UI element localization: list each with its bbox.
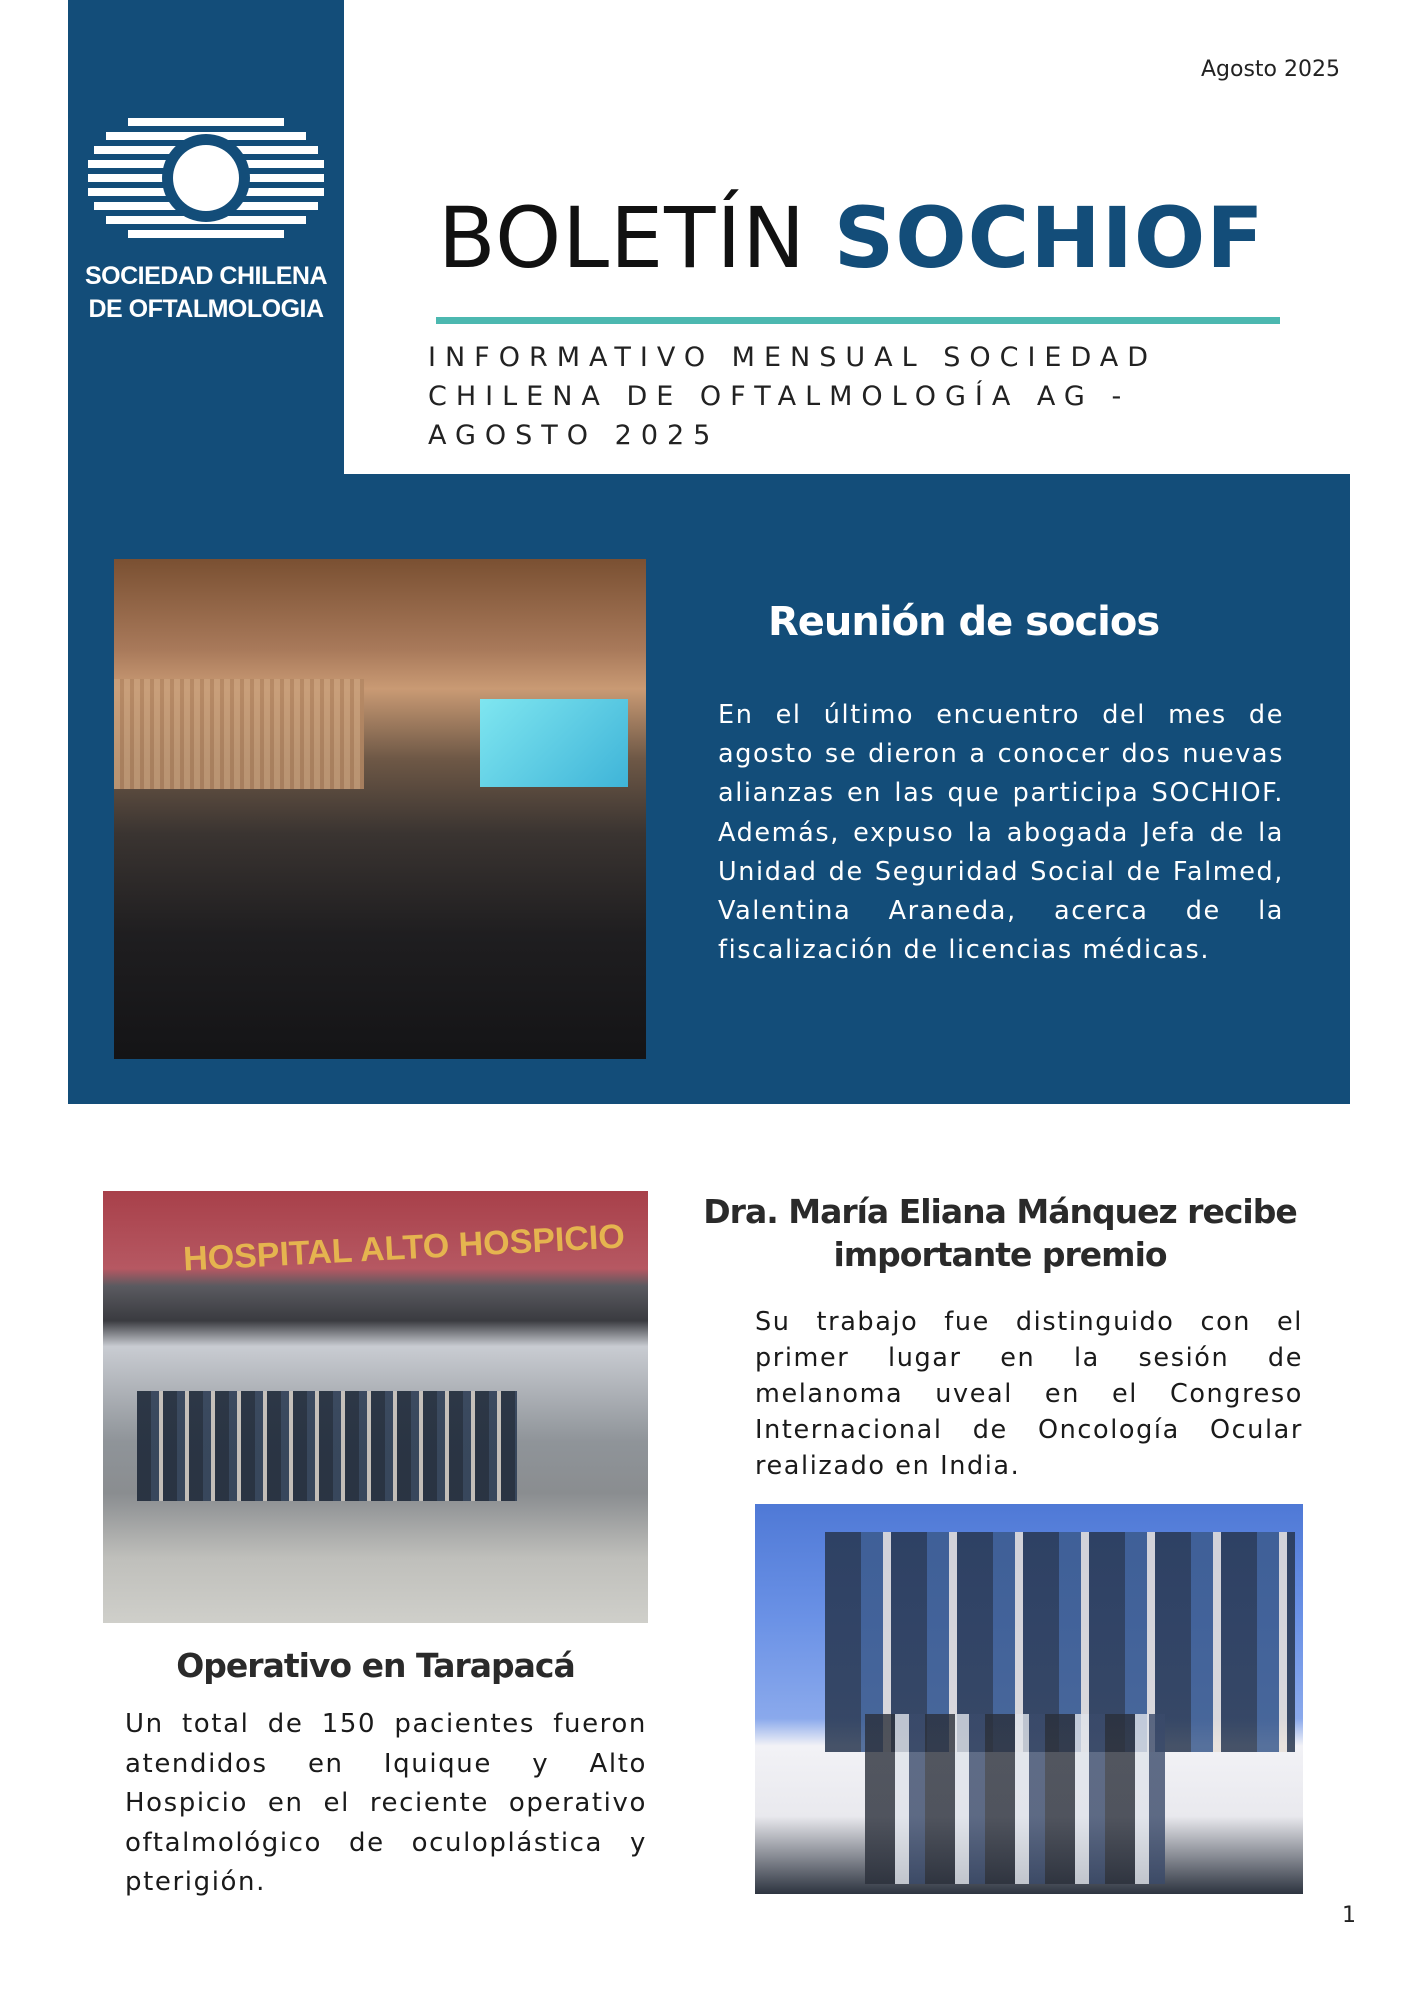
logo-name-line2: DE OFTALMOLOGIA — [88, 295, 324, 323]
page-number: 1 — [1342, 1903, 1356, 1928]
tarapaca-text: Un total de 150 pacientes fueron atendidos en Iquique y Alto Hospicio en el reciente operativo oftalmológico de oculoplástica y pterigión. — [125, 1709, 647, 1897]
title-divider — [436, 317, 1280, 324]
meeting-text: En el último encuentro del mes de agosto se dieron a conocer dos nuevas alianzas en las que participa SOCHIOF. Además, expuso la abogada Jefa de la Unidad de Seguridad Social de Falmed, Valentina Araneda, acerca de la fiscalización de licencias médicas. — [718, 700, 1284, 966]
award-heading: Dra. María Eliana Mánquez recibe importante premio — [703, 1192, 1297, 1274]
hospital-sign-text: HOSPITAL ALTO HOSPICIO — [182, 1217, 626, 1279]
meeting-photo-screen — [480, 699, 628, 787]
feature-band — [68, 474, 1350, 1104]
meeting-heading: Reunión de socios — [768, 599, 1160, 645]
award-photo — [755, 1504, 1303, 1894]
logo-name-line1: SOCIEDAD CHILENA — [84, 262, 327, 290]
page-title — [438, 189, 1265, 287]
sochiof-eye-logo-icon — [88, 110, 324, 250]
award-text: Su trabajo fue distinguido con el primer lugar en la sesión de melanoma uveal en el Congreso Internacional de Oncología Ocular realizado en India. — [755, 1307, 1303, 1481]
issue-date: Agosto 2025 — [1200, 57, 1340, 82]
title-main: BOLETÍN — [438, 189, 834, 287]
meeting-photo — [114, 559, 646, 1059]
meeting-photo-wall — [114, 679, 364, 789]
tarapaca-heading: Operativo en Tarapacá — [176, 1646, 575, 1685]
page-subtitle: INFORMATIVO MENSUAL SOCIEDAD CHILENA DE OFTALMOLOGÍA AG - AGOSTO 2025 — [428, 342, 1158, 451]
title-accent: SOCHIOF — [833, 189, 1265, 287]
hospital-photo-group — [137, 1391, 517, 1501]
award-photo-group-front — [865, 1714, 1165, 1884]
logo-block — [68, 0, 344, 474]
hospital-photo — [103, 1191, 648, 1623]
